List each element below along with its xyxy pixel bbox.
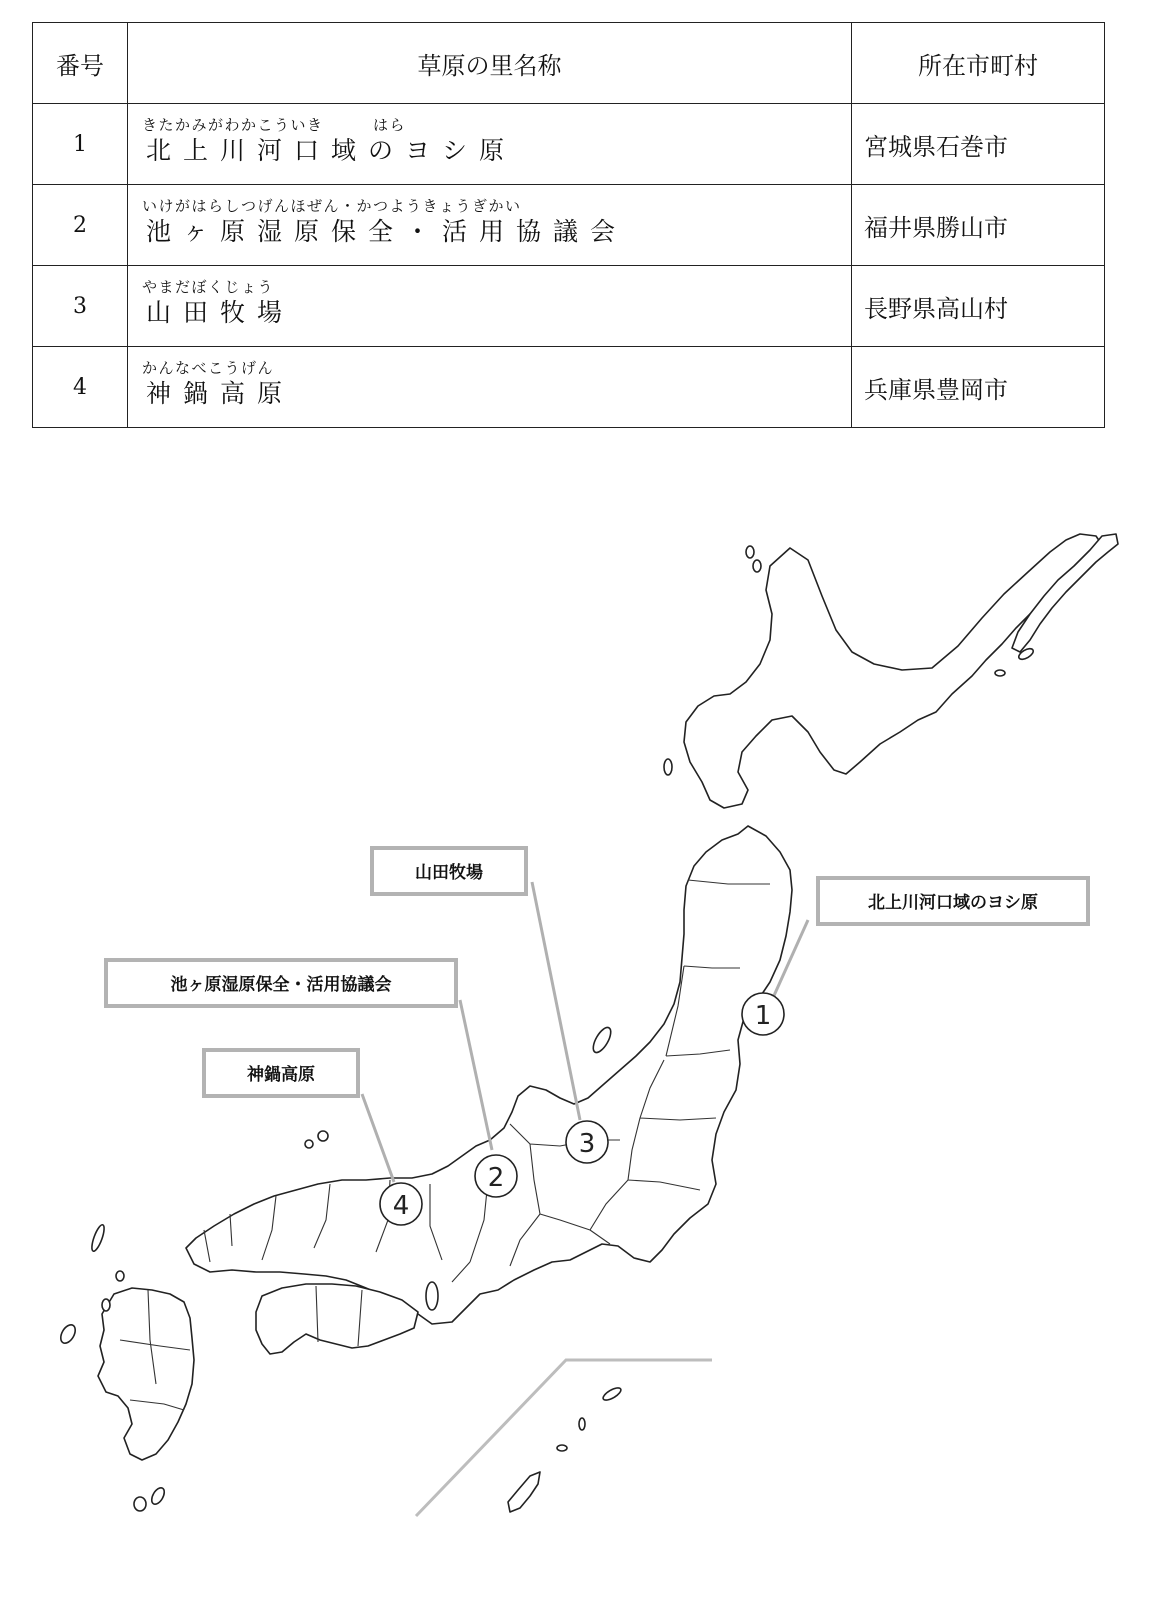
tsushima-island [89, 1223, 106, 1252]
marker-site3 [566, 1121, 608, 1163]
sado-island [590, 1025, 614, 1055]
row-name: 池ヶ原湿原保全・活用協議会 [146, 217, 628, 246]
label-site2 [106, 960, 456, 1006]
row-location: 福井県勝山市 [852, 185, 1105, 266]
marker-site2 [475, 1155, 517, 1197]
row-location: 宮城県石巻市 [852, 104, 1105, 185]
island [601, 1386, 622, 1403]
marker-site4 [380, 1183, 422, 1225]
island [134, 1497, 146, 1511]
island [746, 546, 754, 558]
label-site1-text: 北上川河口域のヨシ原 [868, 893, 1038, 913]
header-location: 所在市町村 [852, 23, 1105, 104]
row-location: 長野県高山村 [852, 266, 1105, 347]
label-site2-text: 池ヶ原湿原保全・活用協議会 [170, 975, 392, 995]
row-reading: いけがはらしつげんほぜん・かつようきょうぎかい [142, 197, 522, 215]
row-number: 3 [33, 266, 128, 347]
island [753, 560, 761, 572]
inset-frame [416, 1360, 712, 1516]
row-number: 2 [33, 185, 128, 266]
label-site3 [372, 848, 526, 894]
row-name: 北上川河口域のヨシ原 [146, 136, 517, 165]
label-site3-text: 山田牧場 [415, 863, 483, 883]
row-name: 山田牧場 [146, 298, 295, 327]
marker-site1-number: 1 [754, 1001, 772, 1031]
label-site4 [204, 1050, 358, 1096]
island [579, 1418, 585, 1430]
row-reading: やまだぼくじょう [142, 278, 275, 296]
okinawa-island [508, 1472, 540, 1512]
row-location: 兵庫県豊岡市 [852, 347, 1105, 428]
label-site1 [818, 878, 1088, 924]
header-number: 番号 [33, 23, 128, 104]
island [149, 1486, 167, 1507]
island [58, 1322, 78, 1345]
island [116, 1271, 124, 1281]
row-number: 1 [33, 104, 128, 185]
row-name: 神鍋高原 [146, 379, 295, 408]
island [102, 1299, 110, 1311]
row-reading: きたかみがわかこういき はら [142, 116, 407, 134]
marker-site2-number: 2 [487, 1163, 505, 1193]
row-number: 4 [33, 347, 128, 428]
island [318, 1131, 328, 1141]
marker-site4-number: 4 [392, 1191, 410, 1221]
leader-line-site4 [362, 1094, 394, 1182]
hokkaido-island [684, 534, 1104, 808]
island [305, 1140, 313, 1148]
leader-line-site2 [460, 1000, 492, 1150]
island [664, 759, 672, 775]
header-name: 草原の里名称 [128, 23, 852, 104]
label-site4-text: 神鍋高原 [247, 1065, 315, 1085]
island [426, 1282, 438, 1310]
leader-line-site3 [532, 882, 580, 1120]
marker-site3-number: 3 [578, 1129, 596, 1159]
island [557, 1445, 567, 1451]
kyushu-island [98, 1288, 194, 1460]
island [995, 670, 1005, 676]
marker-site1 [742, 993, 784, 1035]
row-reading: かんなべこうげん [142, 359, 275, 377]
